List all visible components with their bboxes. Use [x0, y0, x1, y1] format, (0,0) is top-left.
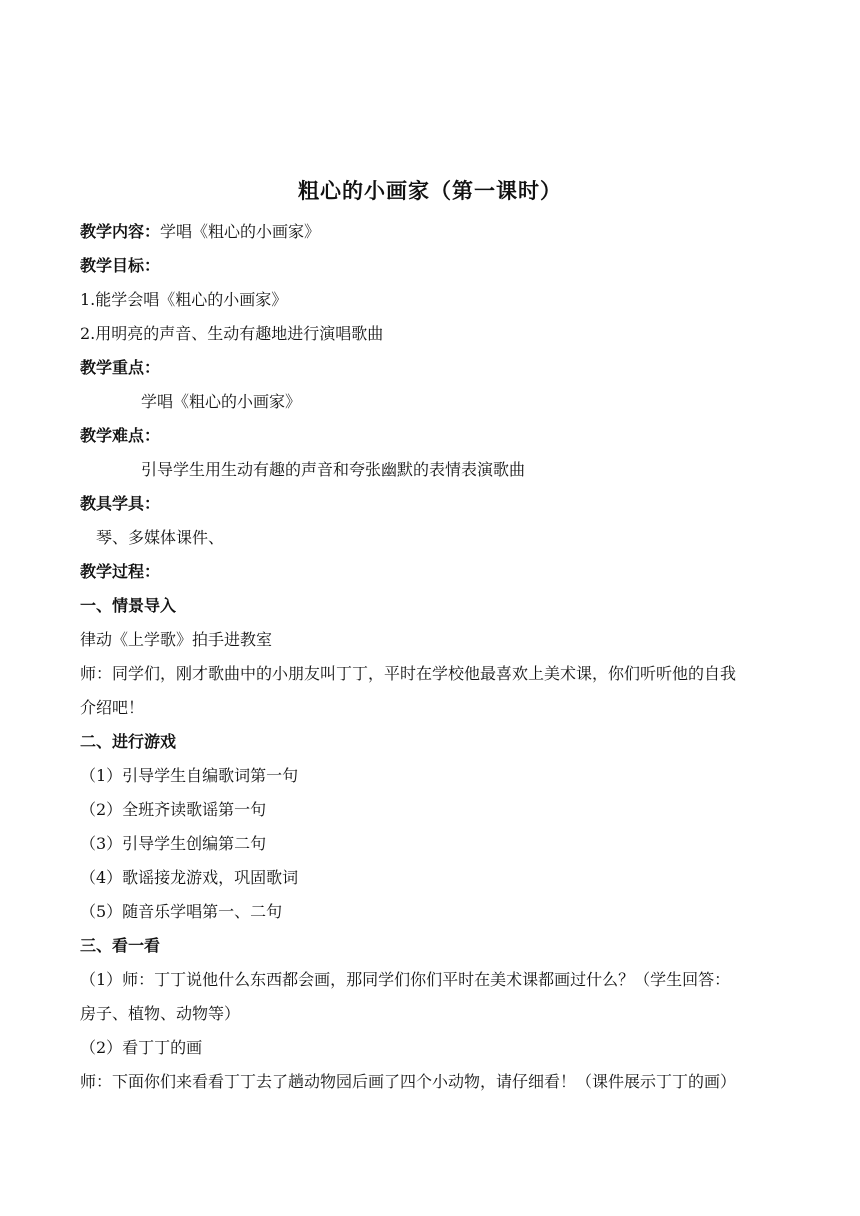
teaching-tools-value: 琴、多媒体课件、 — [96, 528, 225, 547]
section-1-line: 介绍吧！ — [80, 698, 145, 717]
teaching-process-label: 教学过程： — [80, 562, 161, 581]
list-item: （3）引导学生创编第二句 — [80, 834, 267, 853]
teaching-difficulty-label: 教学难点： — [80, 426, 161, 445]
list-item: （1）引导学生自编歌词第一句 — [80, 766, 299, 785]
list-item: （5）随音乐学唱第一、二句 — [80, 902, 283, 921]
section-3-line: 房子、植物、动物等） — [80, 1004, 241, 1023]
list-item: （2）全班齐读歌谣第一句 — [80, 800, 267, 819]
section-3-heading: 三、看一看 — [80, 936, 161, 955]
teaching-difficulty-value: 引导学生用生动有趣的声音和夸张幽默的表情表演歌曲 — [141, 460, 526, 479]
page-title: 粗心的小画家（第一课时） — [298, 179, 562, 203]
section-3-line: （1）师：丁丁说他什么东西都会画，那同学们你们平时在美术课都画过什么？（学生回答： — [80, 970, 731, 989]
section-1-line: 师：同学们，刚才歌曲中的小朋友叫丁丁，平时在学校他最喜欢上美术课，你们听听他的自我 — [80, 664, 737, 683]
section-3-line: （2）看丁丁的画 — [80, 1038, 203, 1057]
section-3-line: 师：下面你们来看看丁丁去了趟动物园后画了四个小动物，请仔细看！（课件展示丁丁的画） — [80, 1072, 737, 1091]
teaching-content-line — [80, 220, 320, 244]
section-1-heading: 一、情景导入 — [80, 596, 177, 615]
section-2-heading: 二、进行游戏 — [80, 732, 177, 751]
section-1-line: 律动《上学歌》拍手进教室 — [80, 630, 273, 649]
teaching-key-label: 教学重点： — [80, 358, 161, 377]
goal-item-1: 1.能学会唱《粗心的小画家》 — [80, 290, 288, 309]
goal-item-2: 2.用明亮的声音、生动有趣地进行演唱歌曲 — [80, 324, 384, 343]
teaching-goals-label: 教学目标： — [80, 256, 161, 275]
list-item: （4）歌谣接龙游戏，巩固歌词 — [80, 868, 299, 887]
teaching-content-value: 学唱《粗心的小画家》 — [160, 222, 321, 241]
teaching-content-label: 教学内容： — [80, 222, 161, 241]
teaching-key-value: 学唱《粗心的小画家》 — [141, 392, 302, 411]
teaching-tools-label: 教具学具： — [80, 494, 161, 513]
